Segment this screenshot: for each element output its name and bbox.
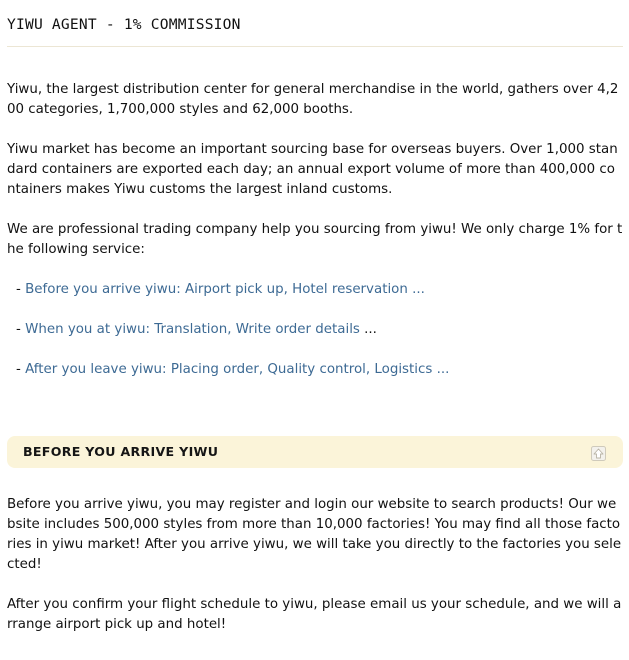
section-paragraph-2: After you confirm your flight schedule to yiwu, please email us your schedule, and we will arrange airport pick up and hotel! (7, 597, 622, 632)
section-paragraph-1: Before you arrive yiwu, you may register and login our website to search products! Our website includes 500,000 styles from more than 10,000 factories! You may find all those factories in yiwu market! After you arrive yiwu, we will take you directly to the factories you selected! (7, 497, 622, 572)
title-divider (7, 46, 623, 47)
intro-paragraph-2: Yiwu market has become an important sourcing base for overseas buyers. Over 1,000 standard containers are exported each day; an annual export volume of more than 400,000 containers makes Yiwu customs the largest inland customs. (7, 142, 618, 197)
service-trailing: ... (359, 322, 377, 337)
intro-content (7, 80, 623, 400)
service-bullet: - (16, 282, 21, 297)
section-title: BEFORE YOU ARRIVE YIWU (23, 444, 219, 459)
service-bullet: - (16, 322, 21, 337)
service-item-after-leaving (16, 360, 623, 380)
section-body (7, 495, 623, 655)
section-header-before-arrival (7, 436, 623, 468)
page-title: YIWU AGENT - 1% COMMISSION (7, 16, 241, 33)
service-link-after-leaving[interactable]: After you leave yiwu: Placing order, Quality control, Logistics ... (25, 362, 450, 377)
service-bullet: - (16, 362, 21, 377)
service-item-before-arrival (16, 280, 623, 300)
arrow-up-icon (591, 446, 606, 461)
service-link-before-arrival[interactable]: Before you arrive yiwu: Airport pick up, Hotel reservation ... (25, 282, 425, 297)
back-to-top-button[interactable] (591, 446, 606, 461)
service-item-at-yiwu (16, 320, 623, 340)
intro-paragraph-1: Yiwu, the largest distribution center for general merchandise in the world, gathers over 4,200 categories, 1,700,000 styles and 62,000 booths. (7, 82, 619, 117)
service-list (7, 280, 623, 380)
intro-paragraph-3: We are professional trading company help you sourcing from yiwu! We only charge 1% for the following service: (7, 222, 623, 257)
service-link-at-yiwu[interactable]: When you at yiwu: Translation, Write order details (25, 322, 360, 337)
